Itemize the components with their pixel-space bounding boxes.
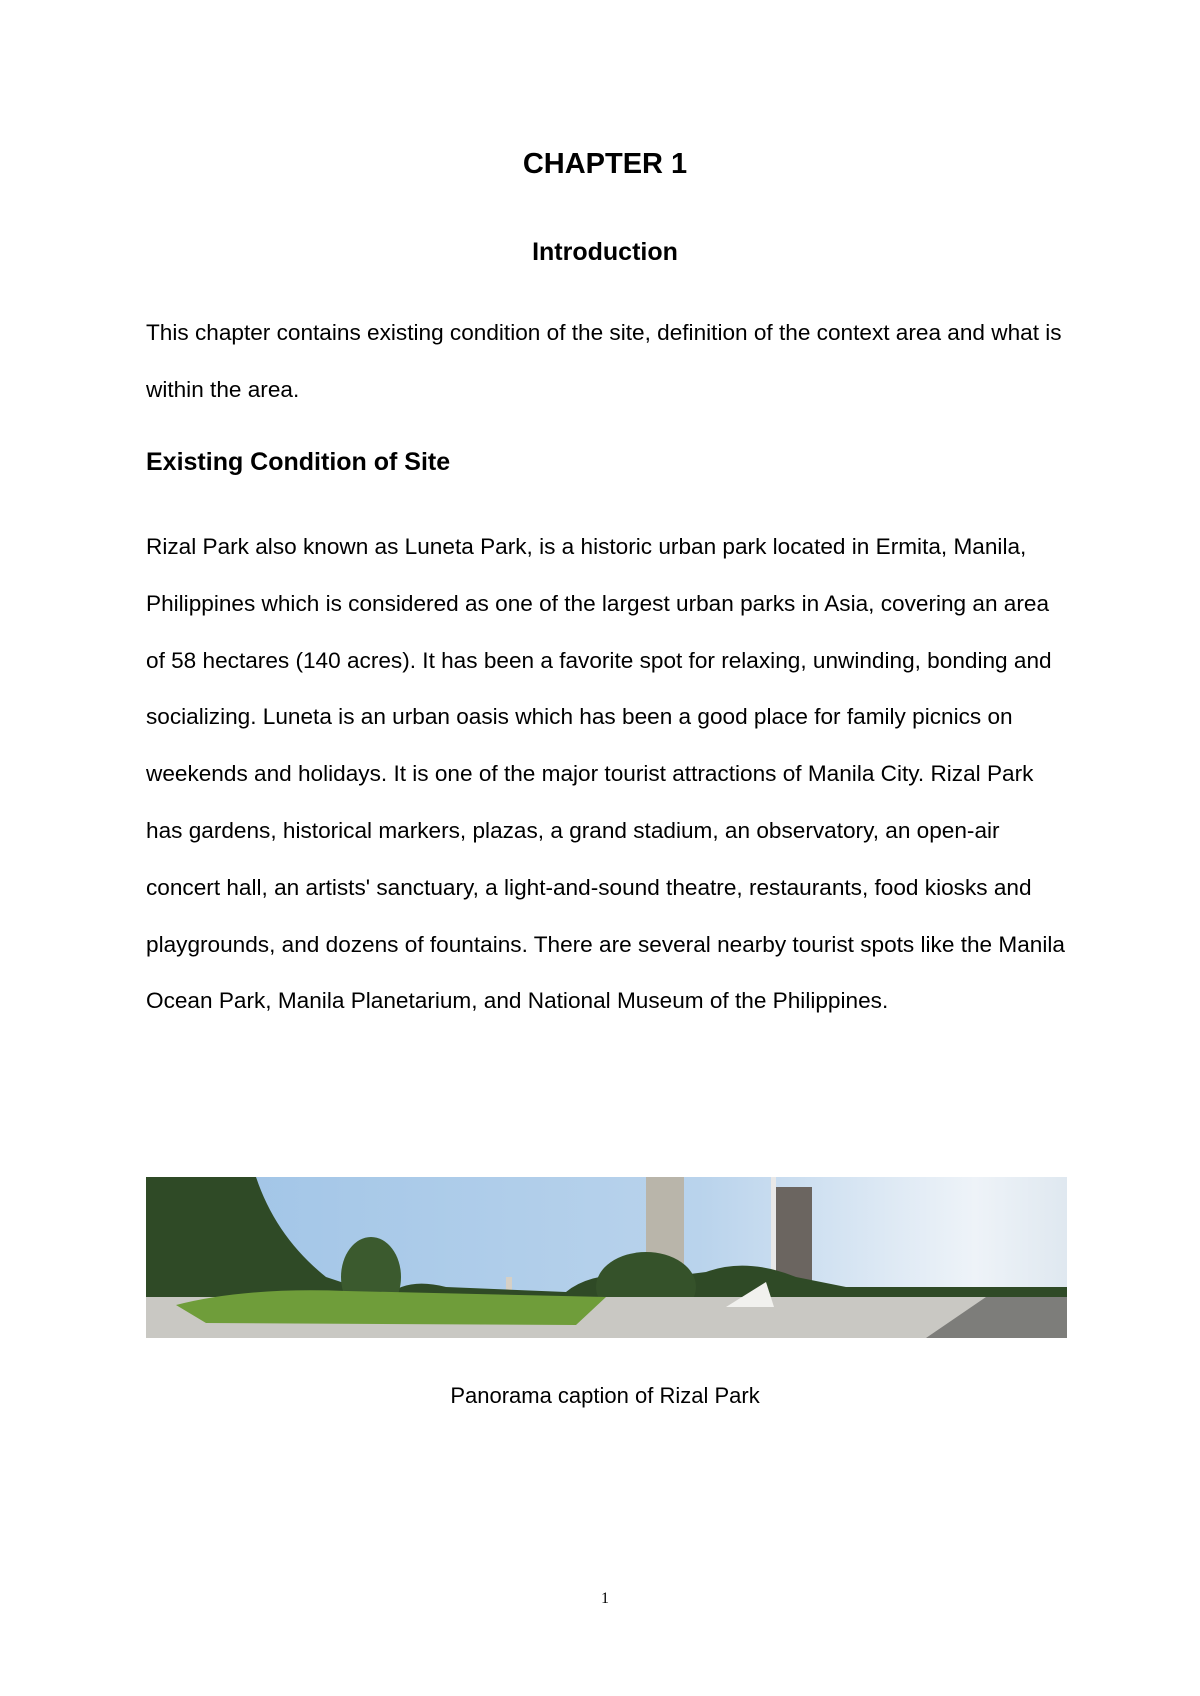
subsection-title: Existing Condition of Site bbox=[146, 448, 451, 476]
figure-caption: Panorama caption of Rizal Park bbox=[450, 1383, 760, 1408]
body-paragraph: Rizal Park also known as Luneta Park, is a historic urban park located in Ermita, Manila, Philippines which is considered as one of the largest urban parks in Asia, covering an area of 58 hectares (140 acres). It has been a favorite spot for relaxing, unwinding, bonding and socializing. Luneta is an urban oasis which has been a good place for family picnics on weekends and holidays. It is one of the major tourist attractions of Manila City. Rizal Park has gardens, historical markers, plazas, a grand stadium, an observatory, an open-air concert hall, an artists' sanctuary, a light-and-sound theatre, restaurants, food kiosks and playgrounds, and dozens of fountains. There are several nearby tourist spots like the Manila Ocean Park, Manila Planetarium, and National Museum of the Philippines. bbox=[146, 534, 1065, 1014]
section-title: Introduction bbox=[532, 238, 678, 266]
rizal-park-panorama-image bbox=[146, 1177, 1067, 1338]
intro-paragraph: This chapter contains existing condition of the site, definition of the context area and what is within the area. bbox=[146, 320, 1062, 402]
chapter-title: CHAPTER 1 bbox=[522, 148, 688, 180]
page-number: 1 bbox=[601, 1590, 609, 1607]
